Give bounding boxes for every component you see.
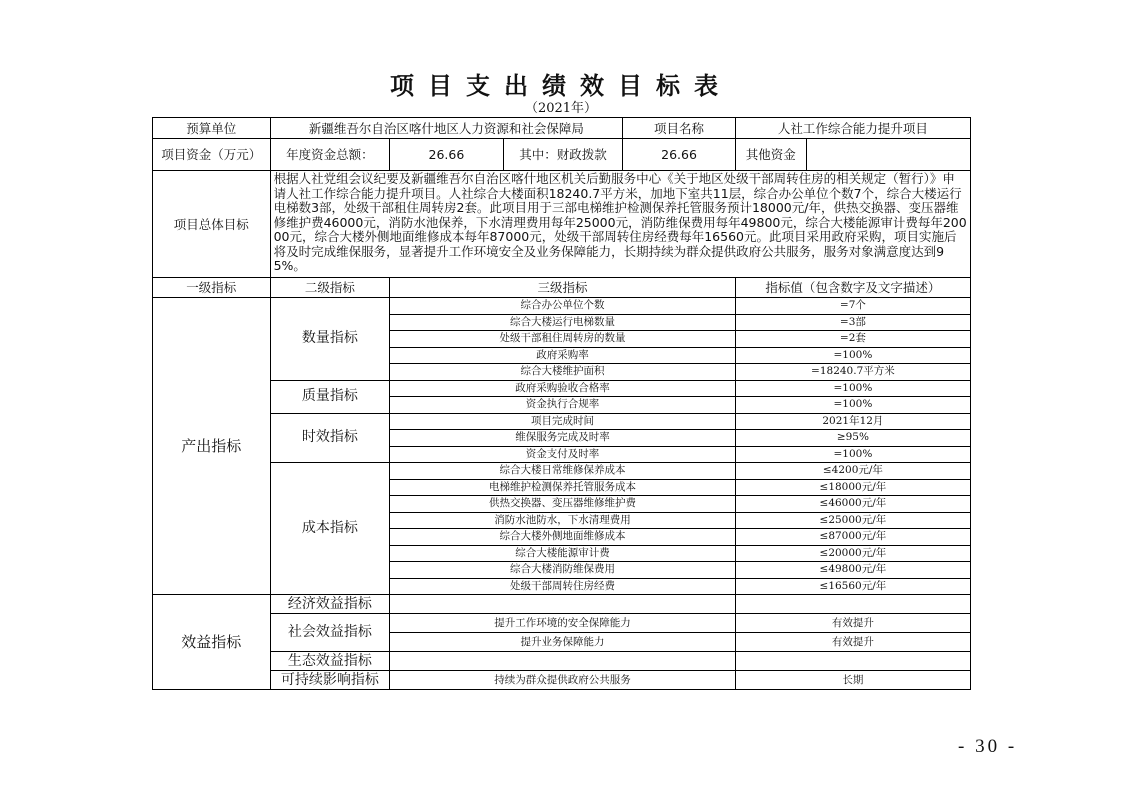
col-level2: 二级指标 — [270, 278, 390, 298]
indicator-name: 处级干部周转住房经费 — [390, 578, 736, 595]
indicator-name: 提升工作环境的安全保障能力 — [390, 614, 736, 633]
fiscal-label: 其中：财政拨款 — [503, 139, 623, 171]
unit-label: 预算单位 — [153, 118, 271, 139]
social-indicator-label: 社会效益指标 — [270, 614, 390, 652]
indicator-value: 有效提升 — [735, 614, 970, 633]
indicator-value: ≤46000元/年 — [735, 496, 970, 513]
indicator-value: ≤25000元/年 — [735, 512, 970, 529]
project-name-value: 人社工作综合能力提升项目 — [735, 118, 970, 139]
indicator-name: 综合大楼日常维修保养成本 — [390, 463, 736, 480]
indicator-value: =100% — [735, 397, 970, 414]
output-indicator-label: 产出指标 — [153, 298, 271, 595]
indicator-value: =100% — [735, 446, 970, 463]
indicator-value: ≤16560元/年 — [735, 578, 970, 595]
table-row — [153, 413, 971, 430]
indicator-value: ≤87000元/年 — [735, 529, 970, 546]
column-header-row — [153, 278, 971, 298]
performance-goal-table — [152, 117, 971, 690]
quantity-indicator-label: 数量指标 — [270, 298, 390, 381]
indicator-value: =3部 — [735, 314, 970, 331]
cost-indicator-label: 成本指标 — [270, 463, 390, 595]
indicator-value — [735, 652, 970, 671]
indicator-name: 资金支付及时率 — [390, 446, 736, 463]
indicator-name: 综合大楼消防维保费用 — [390, 562, 736, 579]
other-funds-cell — [735, 139, 970, 171]
timeliness-indicator-label: 时效指标 — [270, 413, 390, 463]
indicator-name: 综合大楼能源审计费 — [390, 545, 736, 562]
table-row — [153, 614, 971, 633]
indicator-name — [390, 652, 736, 671]
indicator-name — [390, 595, 736, 614]
fiscal-value: 26.66 — [623, 139, 736, 171]
indicator-value: 2021年12月 — [735, 413, 970, 430]
indicator-name: 综合大楼维护面积 — [390, 364, 736, 381]
indicator-name: 综合大楼运行电梯数量 — [390, 314, 736, 331]
funds-row — [153, 139, 971, 171]
indicator-value: =18240.7平方米 — [735, 364, 970, 381]
document-title: 项目支出绩效目标表 — [390, 72, 732, 100]
indicator-name: 政府采购率 — [390, 347, 736, 364]
table-row — [153, 671, 971, 690]
indicator-value: ≤49800元/年 — [735, 562, 970, 579]
col-value: 指标值（包含数字及文字描述） — [735, 278, 970, 298]
indicator-value: =7个 — [735, 298, 970, 315]
page-number: - 30 - — [958, 736, 1018, 757]
goal-label: 项目总体目标 — [153, 171, 271, 278]
col-level3: 三级指标 — [390, 278, 736, 298]
indicator-value: 长期 — [735, 671, 970, 690]
indicator-name: 电梯维护检测保养托管服务成本 — [390, 479, 736, 496]
indicator-name: 消防水池防水，下水清理费用 — [390, 512, 736, 529]
indicator-name: 供热交换器、变压器维修维护费 — [390, 496, 736, 513]
indicator-value: =2套 — [735, 331, 970, 348]
indicator-name: 综合大楼外侧地面维修成本 — [390, 529, 736, 546]
indicator-name: 资金执行合规率 — [390, 397, 736, 414]
indicator-value: 有效提升 — [735, 633, 970, 652]
table-row — [153, 595, 971, 614]
funds-label: 项目资金（万元） — [153, 139, 271, 171]
indicator-name: 综合办公单位个数 — [390, 298, 736, 315]
project-name-label: 项目名称 — [623, 118, 736, 139]
other-funds-label: 其他资金 — [736, 139, 807, 170]
table-row — [153, 463, 971, 480]
indicator-name: 提升业务保障能力 — [390, 633, 736, 652]
indicator-value: ≤18000元/年 — [735, 479, 970, 496]
indicator-name: 维保服务完成及时率 — [390, 430, 736, 447]
goal-row — [153, 171, 971, 278]
indicator-value: ≤20000元/年 — [735, 545, 970, 562]
col-level1: 一级指标 — [153, 278, 271, 298]
other-funds-value — [807, 139, 970, 170]
unit-value: 新疆维吾尔自治区喀什地区人力资源和社会保障局 — [270, 118, 623, 139]
quality-indicator-label: 质量指标 — [270, 380, 390, 413]
indicator-name: 政府采购验收合格率 — [390, 380, 736, 397]
indicator-value — [735, 595, 970, 614]
indicator-value: ≤4200元/年 — [735, 463, 970, 480]
ecological-indicator-label: 生态效益指标 — [270, 652, 390, 671]
sustainable-indicator-label: 可持续影响指标 — [270, 671, 390, 690]
economic-indicator-label: 经济效益指标 — [270, 595, 390, 614]
unit-row — [153, 118, 971, 139]
table-row — [153, 298, 971, 315]
indicator-name: 持续为群众提供政府公共服务 — [390, 671, 736, 690]
table-row — [153, 652, 971, 671]
indicator-name: 处级干部租住周转房的数量 — [390, 331, 736, 348]
document-year: （2021年） — [524, 101, 598, 116]
goal-text: 根据人社党组会议纪要及新疆维吾尔自治区喀什地区机关后勤服务中心《关于地区处级干部周转住房的相关规定（暂行）》申请人社工作综合能力提升项目。人社综合大楼面积18240.7平方米，加地下室共11层，综合办公单位个数7个，综合大楼运行电梯数3部，处级干部租住周转房2套。此项目用于三部电梯维护检测保养托管服务预计18000元/年，供热交换器、变压器维修维护费46000元，消防水池保养，下水清理费用每年25000元，消防维保费用每年49800元，综合大楼能源审计费每年20000元，综合大楼外侧地面维修成本每年87000元，处级干部周转住房经费每年16560元。此项目采用政府采购，项目实施后将及时完成维保服务，显著提升工作环境安全及业务保障能力，长期持续为群众提供政府公共服务，服务对象满意度达到95%。 — [270, 171, 970, 278]
indicator-value: =100% — [735, 380, 970, 397]
benefit-indicator-label: 效益指标 — [153, 595, 271, 690]
annual-total-label: 年度资金总额： — [270, 139, 390, 171]
indicator-value: ≥95% — [735, 430, 970, 447]
indicator-value: =100% — [735, 347, 970, 364]
table-row — [153, 380, 971, 397]
annual-total-value: 26.66 — [390, 139, 504, 171]
indicator-name: 项目完成时间 — [390, 413, 736, 430]
